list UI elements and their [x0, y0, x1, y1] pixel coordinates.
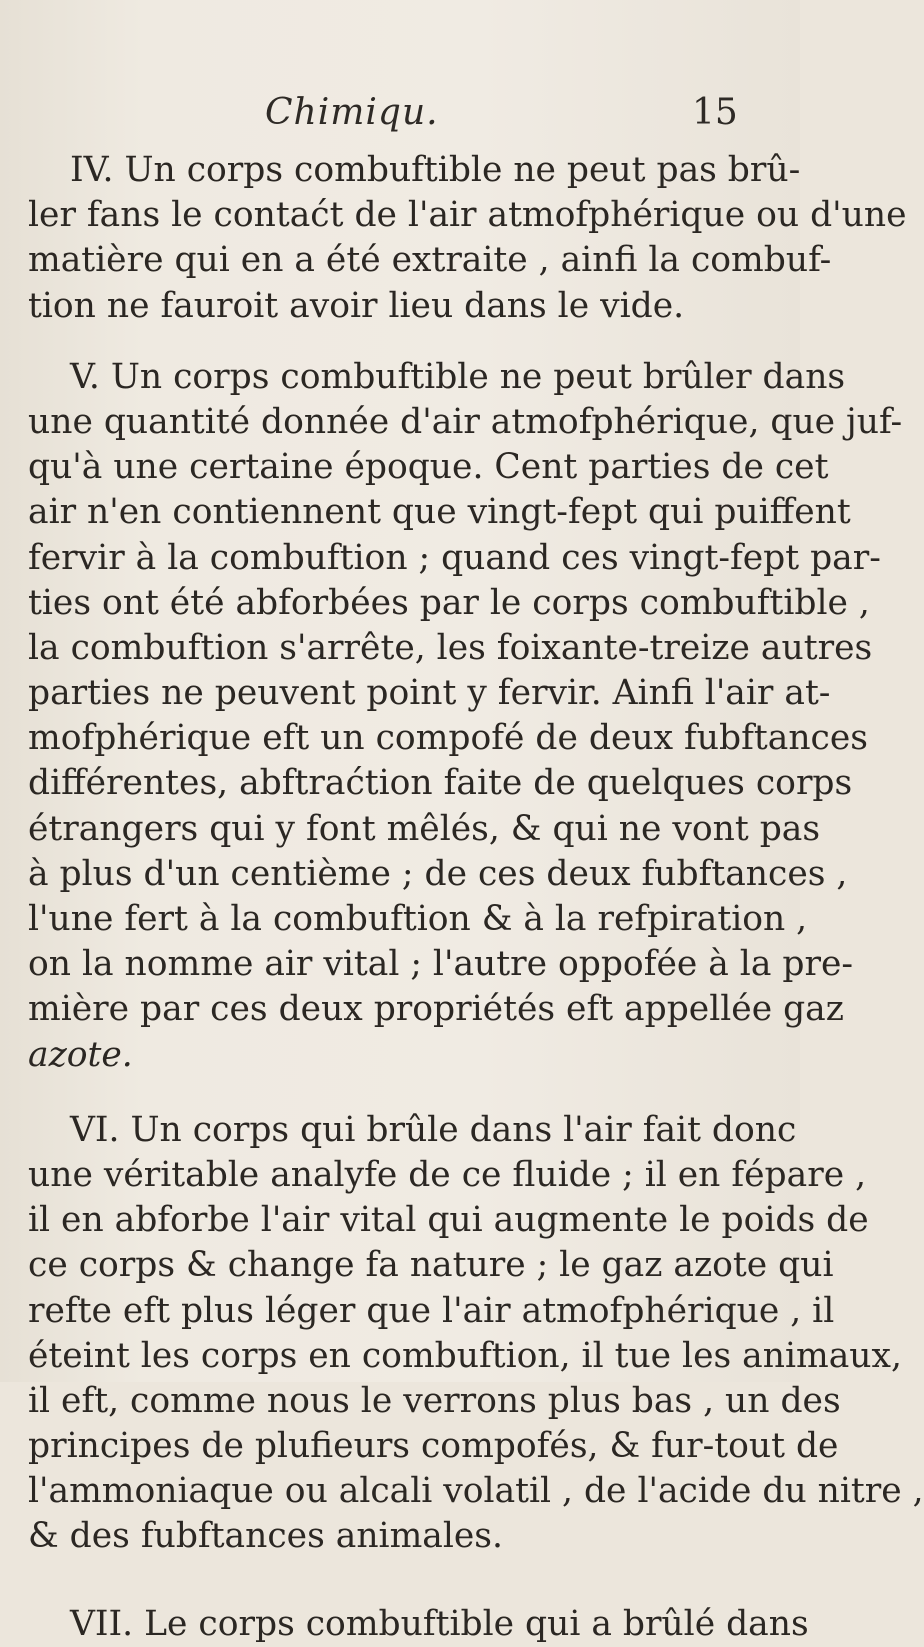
text-line: parties ne peuvent point y fervir. Ainfi l'air at-: [28, 673, 831, 714]
text-line: différentes, abftraćtion faite de quelques corps: [28, 763, 853, 804]
text-line: éteint les corps en combuftion, il tue les animaux,: [28, 1335, 902, 1376]
text-line: azote.: [28, 1034, 133, 1075]
text-line: ce corps & change fa nature ; le gaz azote qui: [28, 1245, 834, 1286]
text-line: matière qui en a été extraite , ainfi la combuf-: [28, 240, 832, 281]
text-line: mofphérique eft un compofé de deux fubftances: [28, 718, 868, 759]
text-line: mière par ces deux propriétés eft appellée gaz: [28, 989, 844, 1030]
text-line: il eft, comme nous le verrons plus bas , un des: [28, 1380, 841, 1421]
running-title: Chimiqu.: [265, 92, 439, 133]
text-line: l'ammoniaque ou alcali volatil , de l'acide du nitre ,: [28, 1471, 924, 1512]
text-line: IV. Un corps combuftible ne peut pas brû-: [70, 150, 801, 190]
text-line: il en abforbe l'air vital qui augmente le poids de: [28, 1200, 869, 1241]
page-header: [0, 92, 800, 142]
text-line: la combuftion s'arrête, les foixante-treize autres: [28, 627, 873, 668]
text-line: qu'à une certaine époque. Cent parties de cet: [28, 447, 829, 488]
text-line: refte eft plus léger que l'air atmofphérique , il: [28, 1290, 835, 1331]
paragraph-vi: [28, 1108, 924, 1560]
text-line: à plus d'un centième ; de ces deux fubftances ,: [28, 853, 848, 894]
text-line: & des fubftances animales.: [28, 1516, 503, 1557]
paragraph-v: [28, 355, 903, 1078]
body-text: [28, 148, 924, 1647]
text-line: fervir à la combuftion ; quand ces vingt-fept par-: [28, 537, 881, 578]
text-line: une quantité donnée d'air atmofphérique, que juf-: [28, 401, 903, 442]
text-line: V. Un corps combuftible ne peut brûler dans: [70, 356, 846, 397]
text-line: une véritable analyfe de ce fluide ; il en fépare ,: [28, 1154, 867, 1195]
text-line: étrangers qui y font mêlés, & qui ne vont pas: [28, 808, 821, 849]
text-line: l'une fert à la combuftion & à la refpiration ,: [28, 899, 808, 939]
text-line: ties ont été abforbées par le corps combuftible ,: [28, 582, 870, 623]
paragraph-iv: [28, 148, 907, 329]
text-line: on la nomme air vital ; l'autre oppofée à la pre-: [28, 944, 854, 985]
text-line: ler fans le contaćt de l'air atmofphérique ou d'une: [28, 195, 907, 236]
text-line: air n'en contiennent que vingt-fept qui puiffent: [28, 492, 851, 533]
text-line: tion ne fauroit avoir lieu dans le vide.: [28, 285, 685, 326]
text-line: principes de plufieurs compofés, & fur-tout de: [28, 1426, 839, 1467]
text-line: VII. Le corps combuftible qui a brûlé dans: [70, 1603, 809, 1644]
page-number: 15: [692, 92, 738, 133]
paragraph-vii: [28, 1602, 809, 1647]
text-line: VI. Un corps qui brûle dans l'air fait donc: [70, 1109, 797, 1150]
